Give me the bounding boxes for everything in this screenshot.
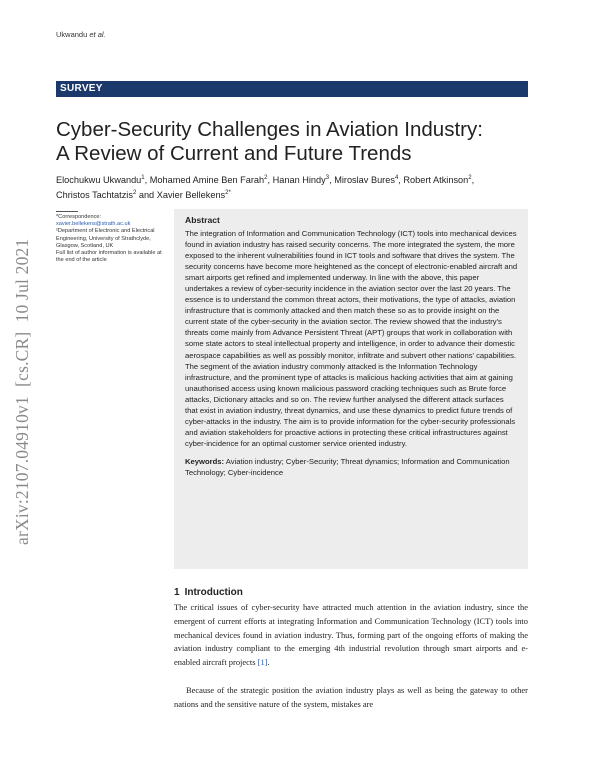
keywords-list: Aviation industry; Cyber-Security; Threat dynamics; Information and Communication Technology; Cyber-incidence <box>185 456 510 477</box>
correspondence-label: *Correspondence: <box>56 214 102 220</box>
arxiv-stamp: arXiv:2107.04910v1 [cs.CR] 10 Jul 2021 <box>12 238 32 545</box>
sidenote-rule <box>56 211 78 212</box>
full-author-info-note: Full list of author information is available at the end of the article <box>56 250 162 264</box>
running-head <box>56 30 106 39</box>
section-heading-introduction <box>174 587 243 598</box>
author-list <box>56 172 534 202</box>
abstract-text: The integration of Information and Communication Technology (ICT) tools into mechanical devices found in aviation industry has raised security concerns. The more integrated the system, the more exposed to the inherent vulnerabilities found in ICT tools and software that drives the system. The security concerns have become more heightened as the concept of electronic-enabled aircraft and smart airports get refined and implemented underway. In line with the above, this paper undertakes a review of cyber-security incidence in the aviation sector over the last 20 years. The essence is to understand the common threat actors, their motivations, the type of attacks, aviation infrastructure that is commonly attacked and then match these so as to provide insight on the current state of the cyber-security in the aviation sector. The review showed that the industry's threats come mainly from Advance Persistent Threat (APT) groups that work in collaboration with some state actors to steal intellectual property and intelligence, in order to advance their domestic aerospace capabilities as well as possibly monitor, infiltrate and subvert other nations' capabilities. The segment of the aviation industry commonly attacked is the Information Technology infrastructure, and the prominent type of attacks is malicious hacking activities that aim at gaining unauthorised access using known malicious password cracking techniques such as Brute force attacks, Dictionary attacks and so on. The review further analysed the different attack surfaces that exist in aviation industry, threat dynamics, and use these dynamics to predict future trends of cyber-attacks in the industry. The aim is to provide information for the cyber-security professionals and aviation stakeholders for proactive actions in protecting these critical infrastructures against cyber-incidence for an optimal customer service oriented industry. <box>185 229 518 448</box>
author: Elochukwu Ukwandu$^1$, <box>56 175 150 186</box>
author: Christos Tachtatzis$^2$ and <box>56 190 157 201</box>
running-head-author: Ukwandu <box>56 30 88 39</box>
section-number: 1 <box>174 587 180 598</box>
author-sidenote <box>56 211 162 264</box>
keywords <box>185 456 518 478</box>
author: Miroslav Bures$^4$, <box>334 175 404 186</box>
affiliation-note: ²Department of Electronic and Electrical Engineering, University of Strathclyde, Glasgow, Scotland, UK <box>56 228 155 249</box>
correspondence-email-link[interactable]: xavier.bellekens@strath.ac.uk <box>56 221 131 228</box>
author: Hanan Hindy$^3$, <box>272 175 335 186</box>
author: Robert Atkinson$^2$, <box>403 175 475 186</box>
paper-title-line2: A Review of Current and Future Trends <box>56 142 412 165</box>
paper-title-line1: Cyber-Security Challenges in Aviation Industry: <box>56 118 483 141</box>
author: Mohamed Amine Ben Farah$^2$, <box>149 175 273 186</box>
running-head-etal: et al. <box>89 30 106 39</box>
abstract-box <box>174 209 528 569</box>
article-type-banner: SURVEY <box>56 81 528 97</box>
intro-paragraph-2: Because of the strategic position the aviation industry plays as well as being the gateway to other nations and the sensitive nature of the system, mistakes are <box>174 685 528 709</box>
author: Xavier Bellekens$^{2*}$ <box>156 190 231 201</box>
section-title: Introduction <box>184 587 243 598</box>
keywords-label: Keywords: <box>185 456 225 466</box>
intro-paragraph-1: The critical issues of cyber-security have attracted much attention in the aviation industry, since the emergent of current efforts at integrating Information and Communication Technology (ICT) tools into mechanical devices found in aviation industry. Thus, forming part of the ongoing efforts of making the aviation industry compliant to the emerging 4th industrial revolution through smart airports and e-enabled aircraft projects [1]. <box>174 602 528 668</box>
citation-link[interactable]: [1] <box>257 657 268 668</box>
paper-title <box>56 118 536 166</box>
abstract-heading: Abstract <box>185 215 220 225</box>
